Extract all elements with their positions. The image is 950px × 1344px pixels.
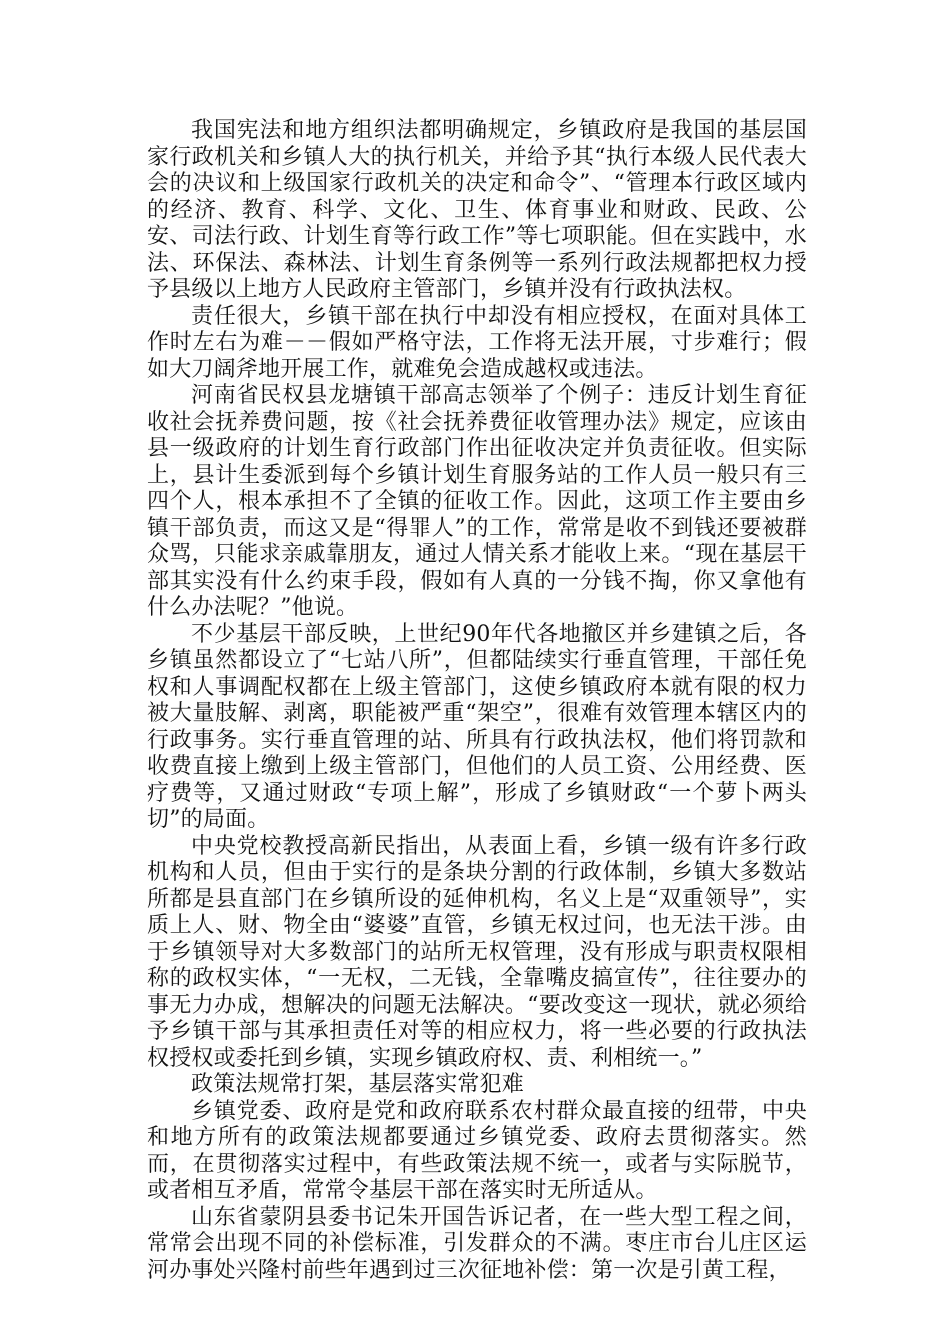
paragraph: 乡镇党委、政府是党和政府联系农村群众最直接的纽带，中央和地方所有的政策法规都要通过乡镇党委、政府去贯彻落实。然而，在贯彻落实过程中，有些政策法规不统一，或者与实际脱节，或者相互矛盾，常常令基层干部在落实时无所适从。 [147,1098,807,1203]
paragraph: 山东省蒙阴县委书记朱开国告诉记者，在一些大型工程之间，常常会出现不同的补偿标准，引发群众的不满。枣庄市台儿庄区运河办事处兴隆村前些年遇到过三次征地补偿：第一次是引黄工程， [147,1204,807,1283]
paragraph: 我国宪法和地方组织法都明确规定，乡镇政府是我国的基层国家行政机关和乡镇人大的执行机关，并给予其“执行本级人民代表大会的决议和上级国家行政机关的决定和命令”、“管理本行政区域内的经济、教育、科学、文化、卫生、体育事业和财政、民政、公安、司法行政、计划生育等行政工作”等七项职能。但在实践中，水法、环保法、森林法、计划生育条例等一系列行政法规都把权力授予县级以上地方人民政府主管部门，乡镇并没有行政执法权。 [147,118,807,302]
paragraph: 不少基层干部反映，上世纪90年代各地撤区并乡建镇之后，各乡镇虽然都设立了“七站八所”，但都陆续实行垂直管理，干部任免权和人事调配权都在上级主管部门，这使乡镇政府本就有限的权力被大量肢解、剥离，职能被严重“架空”，很难有效管理本辖区内的行政事务。实行垂直管理的站、所具有行政执法权，他们将罚款和收费直接上缴到上级主管部门，但他们的人员工资、公用经费、医疗费等，又通过财政“专项上解”，形成了乡镇财政“一个萝卜两头切”的局面。 [147,621,807,832]
paragraph: 河南省民权县龙塘镇干部高志领举了个例子：违反计划生育征收社会抚养费问题，按《社会抚养费征收管理办法》规定，应该由县一级政府的计划生育行政部门作出征收决定并负责征收。但实际上，县计生委派到每个乡镇计划生育服务站的工作人员一般只有三四个人，根本承担不了全镇的征收工作。因此，这项工作主要由乡镇干部负责，而这又是“得罪人”的工作，常常是收不到钱还要被群众骂，只能求亲戚靠朋友，通过人情关系才能收上来。“现在基层干部其实没有什么约束手段，假如有人真的一分钱不掏，你又拿他有什么办法呢？”他说。 [147,383,807,620]
paragraph: 中央党校教授高新民指出，从表面上看，乡镇一级有许多行政机构和人员，但由于实行的是条块分割的行政体制，乡镇大多数站所都是县直部门在乡镇所设的延伸机构，名义上是“双重领导”，实质上人、财、物全由“婆婆”直管，乡镇无权过问，也无法干涉。由于乡镇领导对大多数部门的站所无权管理，没有形成与职责权限相称的政权实体，“一无权，二无钱，全靠嘴皮搞宣传”，往往要办的事无力办成，想解决的问题无法解决。“要改变这一现状，就必须给予乡镇干部与其承担责任对等的相应权力，将一些必要的行政执法权授权或委托到乡镇，实现乡镇政府权、责、利相统一。” [147,833,807,1071]
document-body [147,118,807,1284]
section-heading: 政策法规常打架，基层落实常犯难 [191,1072,525,1097]
paragraph: 责任很大，乡镇干部在执行中却没有相应授权，在面对具体工作时左右为难－－假如严格守法，工作将无法开展，寸步难行；假如大刀阔斧地开展工作，就难免会造成越权或违法。 [147,303,807,382]
